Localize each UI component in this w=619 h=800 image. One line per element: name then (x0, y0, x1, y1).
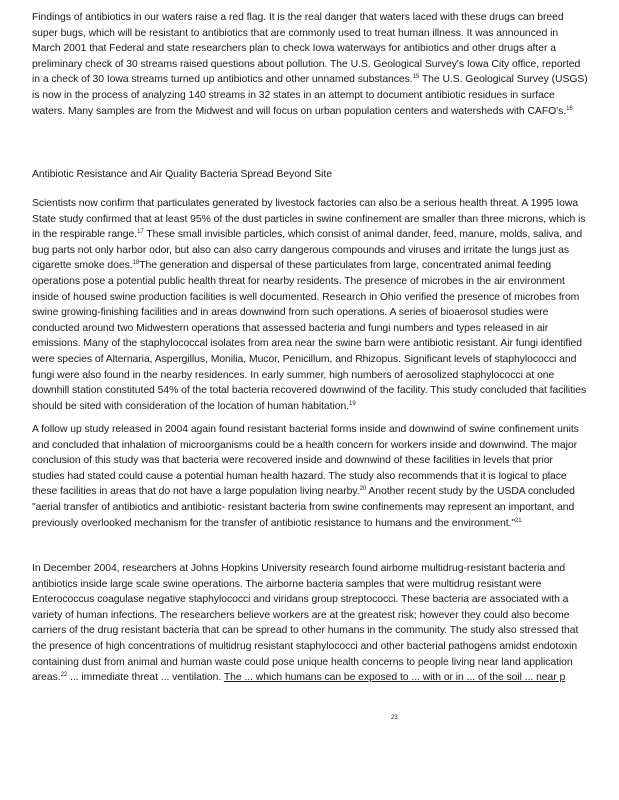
footnote-ref[interactable]: 18 (132, 260, 140, 267)
paragraph-johns-hopkins (32, 561, 588, 686)
paragraph-follow-up-study (32, 422, 588, 531)
text: In December 2004, researchers at Johns Hopkins University research found airborne multidrug-resistant bacteria and antibiotics inside large scale swine operations. The airborne bacteria samples that were multidrug resistant were Enterococcus coagulase negative staphylococci and viridans group streptococci. These bacteria are associated with a variety of human infections. The researchers believe workers are at the greatest risk; however they could also become carriers of the drug resistant bacteria that can be spread to other humans in the community. The study also stressed that the presence of high concentrations of multidrug resistant staphylococci and other bacterial pathogens amidst endotoxin containing dust from animal and human waste could pose unique health concerns to people living near land application areas. (32, 563, 579, 684)
footnote-ref[interactable]: 22 (60, 672, 68, 679)
text: These small invisible particles, which consist of animal dander, feed, manure, molds, saliva, and bug parts not only harbor odor, but also can also carry dangerous compounds and viruses and irritate the lungs just as cigarette smoke does. (32, 229, 583, 272)
text: A follow up study released in 2004 again found resistant bacterial forms inside and downwind of swine confinement units and concluded that inhalation of microorganisms could be a health concern for workers inside and downwind. The major conclusion of this study was that bacteria were recovered inside and downwind of these facilities in levels that prior studies had stated could cause a potential human health hazard. The study also recommends that it is logical to place these facilities in areas that do not have a large population living nearby. (32, 424, 579, 498)
footnote-ref[interactable]: 17 (137, 229, 144, 236)
text: The generation and dispersal of these particulates from large, concentrated animal feeding operations pose a potential public health threat for nearby residents. The presence of microbes in the air environment inside of housed swine production facilities is well documented. Research in Ohio verified the presence of microbes from swine growing-finishing facilities and in areas downwind from such operations. A series of bioaerosol studies were conducted around two Midwestern operations that assessed bacteria and fungi numbers and types released in air emissions. Many of the staphylococcal isolates from area near the swine barn were antibiotic resistant. Air fungi identified were species of Alternaria, Aspergillus, Monilia, Mucor, Penicillum, and Rhizopus. Significant levels of staphylococci and fungi were also found in the nearby residences. In early summer, high numbers of aerosolized staphylococci at one downhill station constituted 54% of the total bacteria recovered downwind of the facility. This study concluded that facilities should be sited with consideration of the location of human habitation. (32, 260, 587, 412)
footnote-ref[interactable]: 15 (412, 74, 420, 81)
text: ... immediate threat ... ventilation. (67, 672, 224, 684)
footnote-ref[interactable]: 19 (349, 400, 356, 407)
footnote-ref[interactable]: 16 (566, 105, 573, 112)
text: Scientists now confirm that particulates generated by livestock factories can also be a serious health threat. A 1995 Iowa State study confirmed that at least 95% of the dust particles in swine confinement are smaller than three microns, which is in the respirable range. (32, 198, 586, 241)
paragraph-antibiotics-waters (32, 10, 588, 119)
paragraph-particulates (32, 196, 588, 414)
text: The U.S. Geological Survey (USGS) is now in the process of analyzing 140 streams in 32 states in an attempt to document antibiotic residues in surface waters. Many samples are from the Midwest and will focus on urban population centers and watersheds with CAFO's. (32, 74, 588, 117)
text: Findings of antibiotics in our waters raise a red flag. It is the real danger that waters laced with these drugs can breed super bugs, which will be resistant to antibiotics that are commonly used to treat human illness. It was announced in March 2001 that Federal and state researchers plan to check Iowa waterways for antibiotics and other drugs after a preliminary check of 30 streams raised questions about pollution. The U.S. Geological Survey's Iowa City office, reported in a check of 30 Iowa streams turned up antibiotics and other unnamed substances. (32, 12, 581, 86)
footnote-ref[interactable]: 23 (391, 715, 398, 721)
text: The ... which humans can be exposed to ... with or in ... of the soil ... near p (223, 672, 566, 684)
footnote-ref[interactable]: 20 (359, 486, 367, 493)
text: Another recent study by the USDA concluded "aerial transfer of antibiotics and antibiotic- resistant bacteria from swine confinements may represent an important, and previously overlooked mechanism for the transfer of antibiotic resistance to humans and the environment." (32, 486, 575, 529)
footnote-ref[interactable]: 21 (515, 517, 522, 524)
section-heading: Antibiotic Resistance and Air Quality Bacteria Spread Beyond Site (32, 169, 332, 180)
